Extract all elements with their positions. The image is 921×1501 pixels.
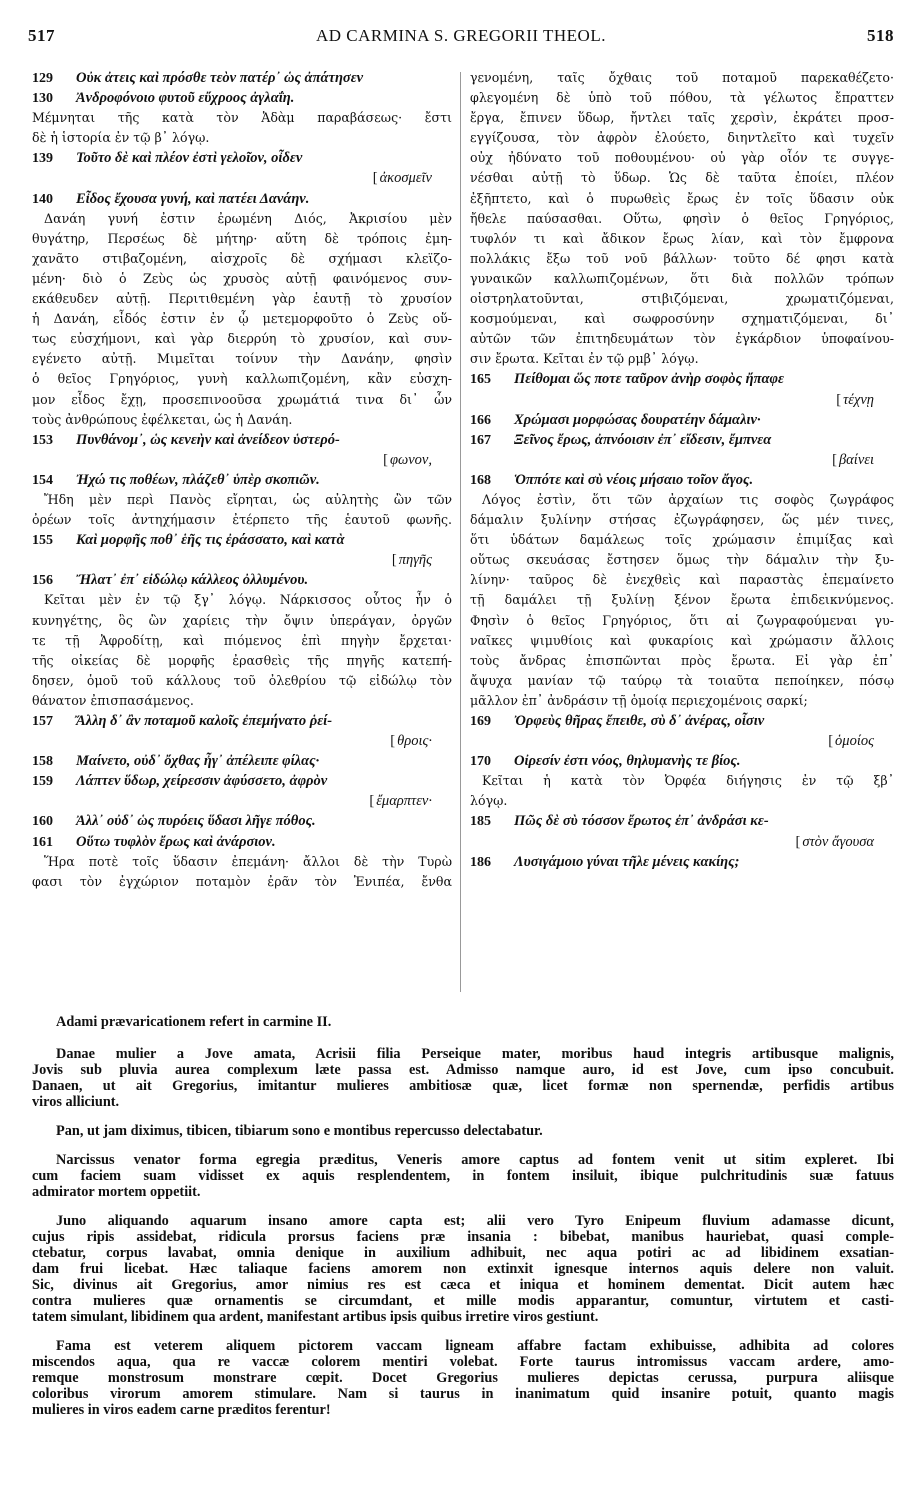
verse-line (32, 771, 452, 791)
continuation-text: ἔμαρπτεν· (376, 793, 432, 810)
commentary-line: τως εὐσχήμονι, καὶ γὰρ διερρύη τὸ χρυσίον, καὶ συν- (32, 331, 452, 347)
commentary-line: κυνηγέτης, ὃς ὢν χαρίεις τὴν ὄψιν ὑπεράγαν, ὀργῶν (32, 612, 452, 628)
latin-line: coloribus virorum amorem stimulare. Nam si taurus in inanimatum quid insanire potuit, quanto magis (32, 1386, 894, 1402)
latin-line: Danae mulier a Jove amata, Acrisii filia Perseique mater, moribus haud integris artibusque malignis, (56, 1046, 894, 1062)
verse-line (470, 430, 894, 450)
verse-line (470, 811, 894, 831)
commentary-line: γυναικῶν καλλωπιζομένων, ὅτι διὰ πολλῶν τρόπων (470, 270, 894, 286)
bracket-mark: [ (828, 733, 834, 750)
latin-line: tatem simulant, libidinem qua ardent, manifestant artibus ipsis quibus irretire viros gestiunt. (32, 1309, 599, 1325)
latin-paragraph (32, 1123, 894, 1139)
latin-line: Sic, divinus ait Gregorius, amor nimius res est cæca et iniqua et hominem dementat. Dicit autem hæc (32, 1277, 894, 1293)
latin-line: Narcissus venator forma egregia præditus, Veneris amore captus ad fontem venit ut sitim expleret. Ibi (56, 1152, 894, 1168)
verse-text: Ὀρφεὺς θῆρας ἔπειθε, σὺ δ᾽ ἀνέρας, οἷσιν (514, 713, 765, 729)
verse-continuation (470, 450, 894, 470)
verse-text: Ἤλατ᾽ ἐπ᾽ εἰδώλῳ κάλλεος ὀλλυμένου. (76, 572, 309, 589)
continuation-text: φωνον, (389, 451, 432, 468)
latin-line: admirator mortem oppetiit. (32, 1184, 201, 1200)
verse-continuation (470, 832, 894, 852)
latin-paragraph (32, 1213, 894, 1325)
commentary-line: οἰστρηλατοῦνται, στιβιζόμεναι, χρωματιζόμεναι, (470, 291, 894, 307)
verse-line (32, 751, 452, 771)
commentary-line: μον εἶδος ἔχῃ, προσεπινοοῦσα χρωμάτιά τινα δι᾽ ὧν (32, 391, 452, 407)
continuation-text: στὸν ἄγουσα (802, 833, 874, 850)
latin-line: viros alliciunt. (32, 1094, 120, 1110)
commentary-line: σιν ἔρωτα. Κεῖται ἐν τῷ ρμβ᾽ λόγῳ. (470, 351, 699, 367)
commentary-line: ἐξῆπτετο, καὶ ὁ πυρωθεὶς ἔρως ἐν τοῖς ὕδασιν οὐκ (470, 190, 894, 206)
commentary-line: τε τῇ Ἀφροδίτῃ, καὶ πιόμενος ἐπὶ πηγὴν ἔρχεται· (32, 632, 452, 648)
commentary-line: Λόγος ἐστὶν, ὅτι τῶν ἀρχαίων τις σοφὸς ζωγράφος (482, 491, 894, 507)
continuation-text: ὁμοίος (835, 733, 874, 750)
continuation-text: βαίνει (838, 451, 874, 468)
bracket-mark: [ (836, 391, 842, 408)
latin-paragraph (32, 1338, 894, 1418)
verse-line (470, 470, 894, 490)
commentary-line: οὕτως σκευάσας ἔστησεν ὅμως τὴν δάμαλιν τὴν ξυ- (470, 552, 894, 568)
commentary-line: τοὺς ἄνδρας ἐπισπῶνται πρὸς ἔρωτα. Εἰ γὰρ ἐπ᾽ (470, 652, 894, 668)
latin-line: Juno aliquando aquarum insano amore capta est; alii vero Tyro Enipeum fluvium adamasse dicunt, (56, 1213, 894, 1229)
commentary-line: δάμαλιν ξυλίνην στήσας ἐζωγράφησεν, ὥς μέν τινες, (470, 512, 894, 528)
verse-text: Πείθομαι ὥς ποτε ταῦρον ἀνὴρ σοφὸς ἤπαφε (514, 371, 784, 388)
commentary-line: Ἤδη μὲν περὶ Πανὸς εἴρηται, ὡς αὐλητὴς ὢν τῶν (44, 491, 452, 507)
verse-text: Ἀλλ᾽ οὐδ᾽ ὡς πυρόεις ὕδασι λῆγε πόθος. (76, 813, 316, 830)
commentary-line: νέσθαι αὐτῇ τὸ ὕδωρ. Ὡς δὲ ταῦτα ἐποίει, πλέον (470, 170, 894, 186)
bracket-mark: [ (383, 451, 388, 468)
continuation-text: θροις· (397, 733, 432, 750)
verse-text: Εἶδος ἔχουσα γυνή, καὶ πατέει Δανάην. (76, 190, 310, 207)
commentary-line: δησεν, ὁμοῦ τοῦ κάλλους τοῦ ὀλεθρίου τῷ εἰδώλῳ τὸν (32, 672, 452, 688)
left-column (32, 68, 452, 892)
commentary-line: Δανάη γυνή ἐστιν ἐρωμένη Διός, Ἀκρισίου μὲν (44, 210, 452, 226)
verse-number: 169 (470, 714, 491, 729)
commentary-line: δὲ ἡ ἱστορία ἐν τῷ β᾽ λόγῳ. (32, 130, 210, 146)
commentary-line: ὅτι ὑδάτων δαμάλεως τοῖς χρώμασιν ἐπιμίξας καὶ (470, 532, 894, 548)
verse-number: 155 (32, 533, 53, 549)
commentary-line: ναῖκες ψιμυθίοις καὶ φυκαρίοις καὶ χρώμασιν ἄλλοις (470, 632, 894, 648)
verse-number: 153 (32, 432, 53, 448)
verse-continuation (470, 731, 894, 751)
verse-line (32, 832, 452, 852)
verse-number: 129 (32, 71, 53, 86)
latin-line: Jovis sub pluvia aurea complexum læte passa est. Admisso namque auro, id est Jove, cum ipso concubuit. (32, 1062, 894, 1078)
verse-number: 167 (470, 432, 491, 448)
verse-number: 157 (32, 714, 53, 729)
commentary-line: ἡ Δανάη, εἶδός ἐστιν ἐν ᾧ μετεμορφοῦτο ὁ Ζεὺς οὕ- (32, 311, 452, 327)
latin-line: Adami prævaricationem refert in carmine II. (56, 1014, 332, 1030)
right-column (470, 68, 894, 872)
commentary-line: Ἥρα ποτὲ τοῖς ὕδασιν ἐπεμάνη· ἄλλοι δὲ τὴν Τυρὼ (44, 853, 452, 869)
commentary-line: εκάθευδεν αὐτῇ. Περιτιθεμένη γὰρ ἑαυτῇ τὸ χρυσίον (32, 291, 452, 307)
commentary-line: ἔργα, ἔπινεν ὕδωρ, ἤντλει ταῖς χερσὶν, ἐκράτει προσ- (470, 110, 894, 126)
verse-line (470, 410, 894, 430)
verse-text: Μαίνετο, οὐδ᾽ ὄχθας ἦγ᾽ ἀπέλειπε φίλας· (76, 753, 320, 770)
commentary-line: ὁ θεῖος Γρηγόριος, γυνὴ καλλωπιζομένη, κἂν εὐσχη- (32, 371, 452, 387)
verse-text: Χρώμασι μορφώσας δουρατέην δάμαλιν· (514, 411, 761, 428)
verse-text: Ἄλλη δ᾽ ἂν ποταμοῦ καλοῖς ἐπεμήνατο ῥεί- (76, 713, 333, 729)
verse-continuation (470, 390, 894, 410)
commentary-line: Μέμνηται τῆς κατὰ τὸν Ἀδὰμ παραβάσεως· ἔστι (32, 110, 452, 126)
commentary-line: λόγῳ. (470, 793, 508, 809)
verse-continuation (32, 731, 452, 751)
continuation-text: τέχνῃ (843, 391, 874, 408)
commentary-line: εγένετο αὐτῇ. Μιμεῖται τοίνυν τὴν Δανάην, φησὶν (32, 351, 452, 367)
verse-number: 130 (32, 91, 53, 107)
verse-number: 158 (32, 754, 53, 770)
commentary-line: ὀρέων τοῖς ἀντηχήμασιν ἐτέρπετο τῆς ἑαυτοῦ φωνῆς. (32, 512, 452, 528)
verse-line (32, 189, 452, 209)
verse-line (470, 852, 894, 872)
verse-text: Ὁππότε καὶ σὺ νέοις μήσαιο τοῖον ἄγος. (514, 471, 754, 488)
commentary-line: μένη· διὸ ὁ Ζεὺς ὡς χρυσὸς αὐτῇ φαινόμενος συν- (32, 270, 452, 286)
page-number-left: 517 (28, 26, 55, 45)
verse-number: 156 (32, 573, 53, 589)
verse-line (32, 811, 452, 831)
verse-text: Οὐκ ἀτεις καὶ πρόσθε τεὸν πατέρ᾽ ὡς ἀπάτησεν (76, 70, 364, 86)
verse-continuation (32, 550, 452, 570)
verse-text: Λάπτεν ὕδωρ, χείρεσσιν ἀφύσσετο, ἀφρὸν (76, 773, 328, 790)
commentary-line: οὐχ ἠδύνατο τοῦ ποθουμένου· οὐ γὰρ οἷόν τε συγγε- (470, 150, 894, 166)
commentary-line: χανᾶτο στιβαζομένη, αἰσχροῖς δὲ σχήμασι κλεϊζο- (32, 250, 452, 266)
verse-line (32, 711, 452, 731)
verse-line (32, 68, 452, 88)
commentary-line: τοὺς ἀνθρώπους ἐφέλκεται, ὡς ἡ Δανάη. (32, 411, 293, 427)
commentary-line: πολλάκις ἔξω τοῦ νοῦ βάλλων· τοῦτο δέ φησι κατὰ (470, 250, 894, 266)
latin-line: Pan, ut jam diximus, tibicen, tibiarum sono e montibus repercusso delectabatur. (56, 1123, 543, 1139)
latin-line: contra mulieres quæ ornamentis se circumdant, et mille modis apparantur, comuntur, virtutem et casti- (32, 1293, 894, 1309)
bracket-mark: [ (832, 451, 837, 468)
latin-paragraph (32, 1014, 894, 1030)
verse-line (32, 88, 452, 108)
commentary-line: αὐτῶν τῶν ἐπιτηδευμάτων τὸν ἐγκάρδιον ὑποφαίνου- (470, 331, 894, 347)
verse-text: Τοῦτο δὲ καὶ πλέον ἐστὶ γελοῖον, οἶδεν (76, 150, 303, 167)
verse-line (32, 570, 452, 590)
commentary-line: τῆς οἰκείας δὲ μορφῆς ἐρασθεὶς τῆς πηγῆς κατεπή- (32, 652, 452, 668)
continuation-text: ἀκοσμεῖν (379, 170, 432, 187)
verse-number: 186 (470, 854, 491, 870)
commentary-line: λίνην· ταῦρος δὲ ἐνεχθεὶς καὶ παραστὰς ἐπεμαίνετο (470, 572, 894, 588)
latin-paragraph (32, 1046, 894, 1110)
commentary-line: τυφλόν τι καὶ ἄδικον ἔρως λίαν, καὶ τὸν ἔμφρονα (470, 230, 894, 246)
verse-number: 161 (32, 834, 53, 850)
commentary-line: γενομένη, ταῖς ὄχθαις τοῦ ποταμοῦ παρεκαθέζετο· (470, 70, 894, 85)
verse-text: Οἰρεσίν ἐστι νόος, θηλυμανὴς τε βίος. (514, 753, 741, 770)
latin-translation (32, 1014, 894, 1431)
commentary-line: Φησὶν ὁ θεῖος Γρηγόριος, ὅτι αἱ ζωγραφούμεναι γυ- (470, 612, 894, 628)
latin-line: Danaen, ut ait Gregorius, imitantur mulieres ambitiosæ quæ, licet formæ non spernendæ, perfidis artibus (32, 1078, 894, 1094)
verse-continuation (32, 791, 452, 811)
bracket-mark: [ (795, 833, 801, 850)
running-header (28, 26, 894, 52)
commentary-line: κοσμούμεναι, καὶ σωφροσύνην σχηματιζόμεναι, δι᾽ (470, 311, 894, 327)
commentary-line: φασι τὸν ἐγχώριον ποταμὸν ἐρᾶν τὸν Ἐνιπέα, ἔνθα (32, 873, 452, 889)
latin-line: Fama est veterem aliquem pictorem vaccam ligneam affabre factam exhibuisse, adhibita ad colores (56, 1338, 894, 1354)
latin-line: mulieres in viros eadem carne præditos ferentur! (32, 1402, 331, 1418)
verse-line (470, 711, 894, 731)
latin-line: dam frui licebat. Hæc taliaque faciens amorem non extinxit ignesque internos aquis delere non valuit. (32, 1261, 894, 1277)
latin-line: miscendos aqua, qua re vaccæ colorem mentiri volebat. Forte taurus intromissus vaccam ardere, amo- (32, 1354, 894, 1370)
commentary-line: εγγίζουσα, τὸν ἀφρὸν ἐλούετο, διηντλεῖτο καὶ τυχεῖν (470, 130, 894, 146)
verse-number: 166 (470, 412, 491, 428)
verse-continuation (32, 168, 452, 188)
verse-text: Λυσιγάμοιο γύναι τῆλε μένεις κακίης; (514, 853, 740, 870)
verse-number: 159 (32, 774, 53, 790)
bracket-mark: [ (372, 170, 378, 187)
verse-number: 185 (470, 814, 491, 830)
verse-continuation (32, 450, 452, 470)
commentary-line: θυγάτηρ, Περσέως δὲ μήτηρ· αὕτη δὲ τρόποις ἐμη- (32, 230, 452, 246)
bracket-mark: [ (369, 793, 375, 810)
commentary-line: τῇ δαμάλει τῇ ξυλίνῃ ξένον ἔρωτα ἐπιδεικνύμενος. (470, 592, 894, 608)
verse-line (32, 470, 452, 490)
verse-line (32, 148, 452, 168)
latin-line: cum faciem suam vidisset ex aquis resplendentem, in fontem insiluit, ibique pulchritudinis suæ fatuus (32, 1168, 894, 1184)
verse-line (32, 530, 452, 550)
latin-line: cujus ripis assidebat, ridicula prorsus faciens præ insania : bibebat, manibus hauriebat, quasi comple- (32, 1229, 894, 1245)
commentary-line: ἄψυχα μανίαν τῷ ταύρῳ τὰ τοιαῦτα πεποίηκεν, πόσῳ (470, 672, 894, 688)
verse-text: Ἀνδροφόνοιο φυτοῦ εὔχροος ἀγλαΐη. (76, 90, 295, 107)
verse-number: 140 (32, 191, 53, 207)
commentary-line: θάνατον ἐπισπασάμενος. (32, 692, 194, 708)
verse-text: Πῶς δὲ σὺ τόσσον ἔρωτος ἐπ᾽ ἀνδράσι κε- (514, 813, 769, 830)
latin-paragraph (32, 1152, 894, 1200)
continuation-text: πηγῆς (398, 552, 432, 569)
commentary-line: φλεγομένη δὲ ὑπὸ τοῦ πόθου, τὰ γέλωτος ἔπραττεν (470, 90, 894, 106)
verse-text: Ἠχώ τις ποθέων, πλάζεθ᾽ ὑπὲρ σκοπιῶν. (76, 471, 320, 488)
bracket-mark: [ (390, 733, 396, 750)
verse-text: Καὶ μορφῆς ποθ᾽ ἑῆς τις ἐράσσατο, καὶ κατὰ (76, 532, 345, 549)
verse-number: 154 (32, 472, 53, 488)
latin-line: ctebatur, corpus lavabat, omnia denique in auxilium adhibuit, nec aqua potiri ac ad libidinem exsatian- (32, 1245, 894, 1261)
commentary-line: Κεῖται μὲν ἐν τῷ ξγ᾽ λόγῳ. Νάρκισσος οὗτος ἦν ὁ (44, 592, 452, 608)
verse-number: 170 (470, 754, 491, 770)
page-number-right: 518 (867, 26, 894, 45)
commentary-line: Κεῖται ἡ κατὰ τὸν Ὀρφέα διήγησις ἐν τῷ ξβ᾽ (482, 773, 894, 789)
column-divider (460, 72, 461, 992)
bracket-mark: [ (391, 552, 397, 569)
verse-text: Οὕτω τυφλὸν ἔρως καὶ ἀνάρσιον. (76, 833, 276, 850)
latin-line: remque monstrosum monstrare cœpit. Docet Gregorius mulieres depictas cerussa, purpura aliisque (32, 1370, 894, 1386)
verse-text: Ξεῖνος ἔρως, ἀπνόοισιν ἐπ᾽ εἴδεσιν, ἔμπνεα (514, 431, 772, 448)
running-title: AD CARMINA S. GREGORII THEOL. (316, 26, 606, 45)
verse-number: 160 (32, 814, 53, 830)
commentary-line: μᾶλλον ἐπ᾽ ἀνδράσιν τῇ ὁμοίᾳ περιεχομένοις σαρκί; (470, 692, 808, 708)
verse-line (470, 369, 894, 389)
verse-number: 165 (470, 372, 491, 388)
verse-number: 168 (470, 472, 491, 488)
commentary-line: ἤθελε παύσασθαι. Οὕτω, φησὶν ὁ θεῖος Γρηγόριος, (470, 210, 894, 226)
verse-number: 139 (32, 151, 53, 167)
verse-line (32, 430, 452, 450)
verse-text: Πυνθάνομ᾽, ὡς κενεὴν καὶ ἀνείδεον ὑστερό- (76, 431, 340, 448)
verse-line (470, 751, 894, 771)
